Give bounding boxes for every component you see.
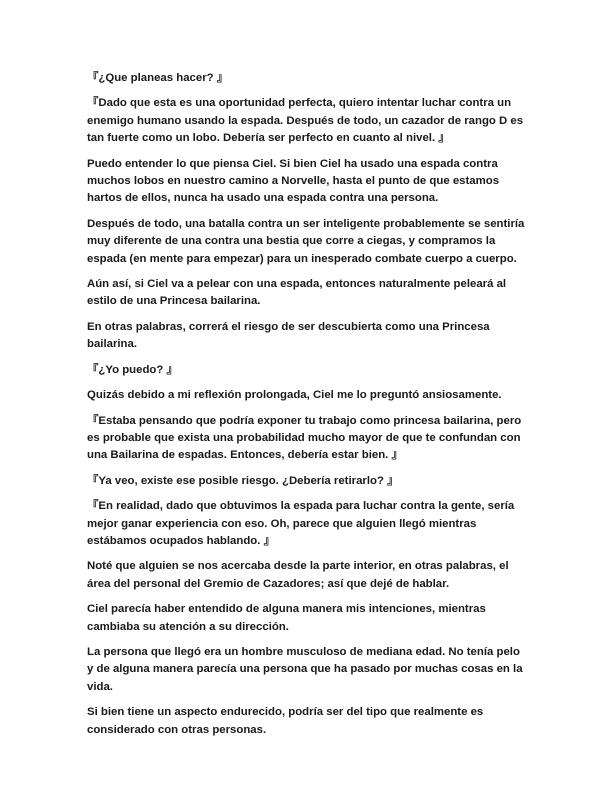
- paragraph-15: Si bien tiene un aspecto endurecido, podría ser del tipo que realmente es considerado con otras personas.: [87, 706, 484, 736]
- paragraph-3: Puedo entender lo que piensa Ciel. Si bien Ciel ha usado una espada contra muchos lobos en nuestro camino a Norvelle, hasta el punto de que estamos hartos de ellos, nunca ha usado una espada contra una persona.: [87, 157, 500, 205]
- text-column: [87, 70, 527, 747]
- paragraph-13: Ciel parecía haber entendido de alguna manera mis intenciones, mientras cambiaba su atención a su dirección.: [87, 603, 486, 633]
- paragraph-5: Aún así, si Ciel va a pelear con una espada, entonces naturalmente peleará al estilo de una Princesa bailarina.: [87, 278, 507, 308]
- paragraph-2: 『Dado que esta es una oportunidad perfecta, quiero intentar luchar contra un enemigo humano usando la espada. Después de todo, un cazador de rango D es tan fuerte como un lobo. Debería ser perfecto en cuanto al nivel. 』: [87, 97, 524, 145]
- paragraph-11: 『En realidad, dado que obtuvimos la espada para luchar contra la gente, sería mejor ganar experiencia con eso. Oh, parece que alguien llegó mientras estábamos ocupados hablando. 』: [87, 500, 515, 547]
- paragraph-9: 『Estaba pensando que podría exponer tu trabajo como princesa bailarina, pero es probable que exista una probabilidad mucho mayor de que te confundan con una Bailarina de espadas. Entonces, debería estar bien. 』: [87, 414, 522, 462]
- paragraph-1: 『¿Que planeas hacer? 』: [87, 72, 229, 84]
- paragraph-7: 『¿Yo puedo? 』: [87, 363, 178, 376]
- paragraph-4: Después de todo, una batalla contra un ser inteligente probablemente se sentiría muy diferente de una contra una bestia que corre a ciegas, y compramos la espada (en mente para empezar) para un inesperado combate cuerpo a cuerpo.: [87, 217, 525, 265]
- paragraph-8: Quizás debido a mi reflexión prolongada, Ciel me lo preguntó ansiosamente.: [87, 389, 502, 402]
- paragraph-12: Noté que alguien se nos acercaba desde la parte interior, en otras palabras, el área del personal del Gremio de Cazadores; así que dejé de hablar.: [87, 560, 509, 590]
- paragraph-10: 『Ya veo, existe ese posible riesgo. ¿Debería retirarlo? 』: [87, 474, 399, 487]
- paragraph-6: En otras palabras, correrá el riesgo de ser descubierta como una Princesa bailarina.: [87, 320, 490, 351]
- paragraph-14: La persona que llegó era un hombre musculoso de mediana edad. No tenía pelo y de alguna manera parecía una persona que ha pasado por muchas cosas en la vida.: [87, 645, 523, 693]
